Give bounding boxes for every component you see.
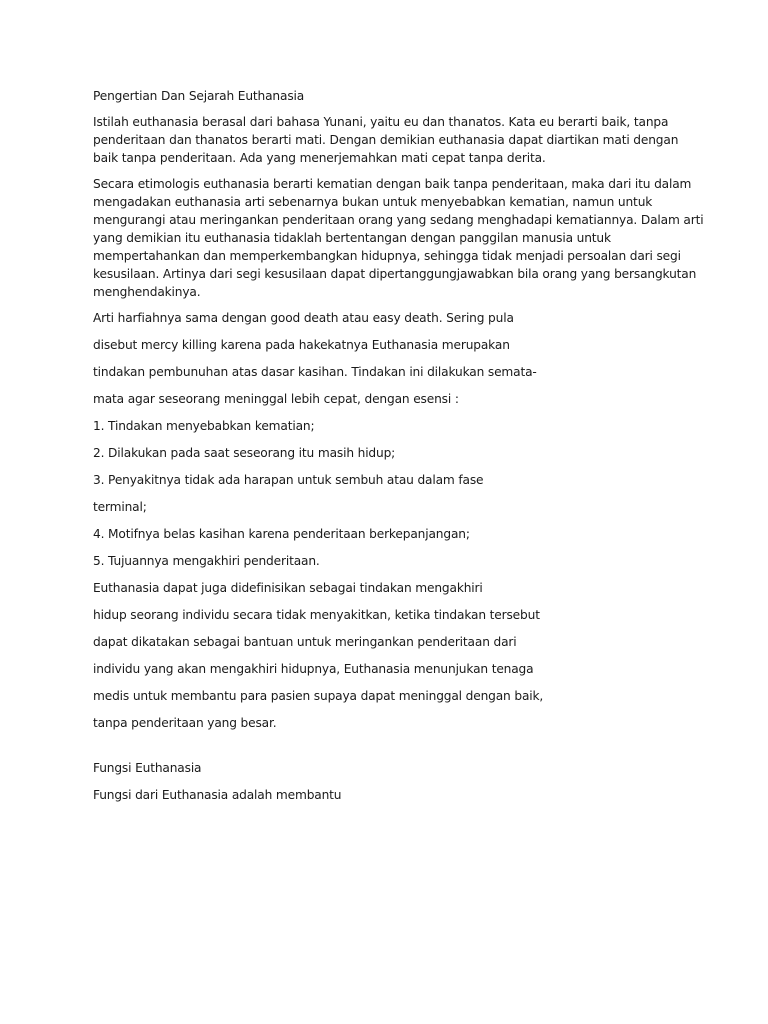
document-content [93,87,704,804]
text-line: dapat dikatakan sebagai bantuan untuk meringankan penderitaan dari [93,635,517,649]
text-line: tindakan pembunuhan atas dasar kasihan. Tindakan ini dilakukan semata- [93,365,537,379]
text-line: menghendakinya. [93,285,201,299]
text-line: mengurangi atau meringankan penderitaan orang yang sedang menghadapi kematiannya. Dalam arti [93,213,704,227]
text-line: individu yang akan mengakhiri hidupnya, Euthanasia menunjukan tenaga [93,662,534,676]
text-line: kesusilaan. Artinya dari segi kesusilaan dapat dipertanggungjawabkan bila orang yang bersangkutan [93,267,697,281]
text-line: Arti harfiahnya sama dengan good death atau easy death. Sering pula [93,311,514,325]
list-item: 3. Penyakitnya tidak ada harapan untuk sembuh atau dalam fase [93,473,484,487]
list-item: 1. Tindakan menyebabkan kematian; [93,419,315,433]
text-line: Secara etimologis euthanasia berarti kematian dengan baik tanpa penderitaan, maka dari itu dalam [93,177,692,191]
text-line: Euthanasia dapat juga didefinisikan sebagai tindakan mengakhiri [93,581,483,595]
text-line: disebut mercy killing karena pada hakekatnya Euthanasia merupakan [93,338,510,352]
text-line: yang demikian itu euthanasia tidaklah bertentangan dengan panggilan manusia untuk [93,231,611,245]
text-line: tanpa penderitaan yang besar. [93,716,277,730]
paragraph-etymology-intro [93,113,683,167]
list-item: 2. Dilakukan pada saat seseorang itu masih hidup; [93,446,396,460]
text-line: Fungsi dari Euthanasia adalah membantu [93,788,342,802]
text-line: medis untuk membantu para pasien supaya dapat meninggal dengan baik, [93,689,544,703]
list-item: 5. Tujuannya mengakhiri penderitaan. [93,554,320,568]
text-line: hidup seorang individu secara tidak menyakitkan, ketika tindakan tersebut [93,608,540,622]
list-item-continuation: terminal; [93,500,147,514]
text-line: baik tanpa penderitaan. Ada yang menerjemahkan mati cepat tanpa derita. [93,151,546,165]
text-line: mengadakan euthanasia arti sebenarnya bukan untuk menyebabkan kematian, namun untuk [93,195,653,209]
text-line: mempertahankan dan memperkembangkan hidupnya, sehingga tidak menjadi persoalan dari segi [93,249,681,263]
list-item: 4. Motifnya belas kasihan karena penderitaan berkepanjangan; [93,527,470,541]
paragraph-etymology-detail [93,175,704,301]
text-line: mata agar seseorang meninggal lebih cepat, dengan esensi : [93,392,459,406]
text-line: penderitaan dan thanatos berarti mati. Dengan demikian euthanasia dapat diartikan mati dengan [93,133,679,147]
document-title: Pengertian Dan Sejarah Euthanasia [93,89,305,103]
section-title: Fungsi Euthanasia [93,761,202,775]
text-line: Istilah euthanasia berasal dari bahasa Yunani, yaitu eu dan thanatos. Kata eu berarti baik, tanpa [93,115,669,129]
